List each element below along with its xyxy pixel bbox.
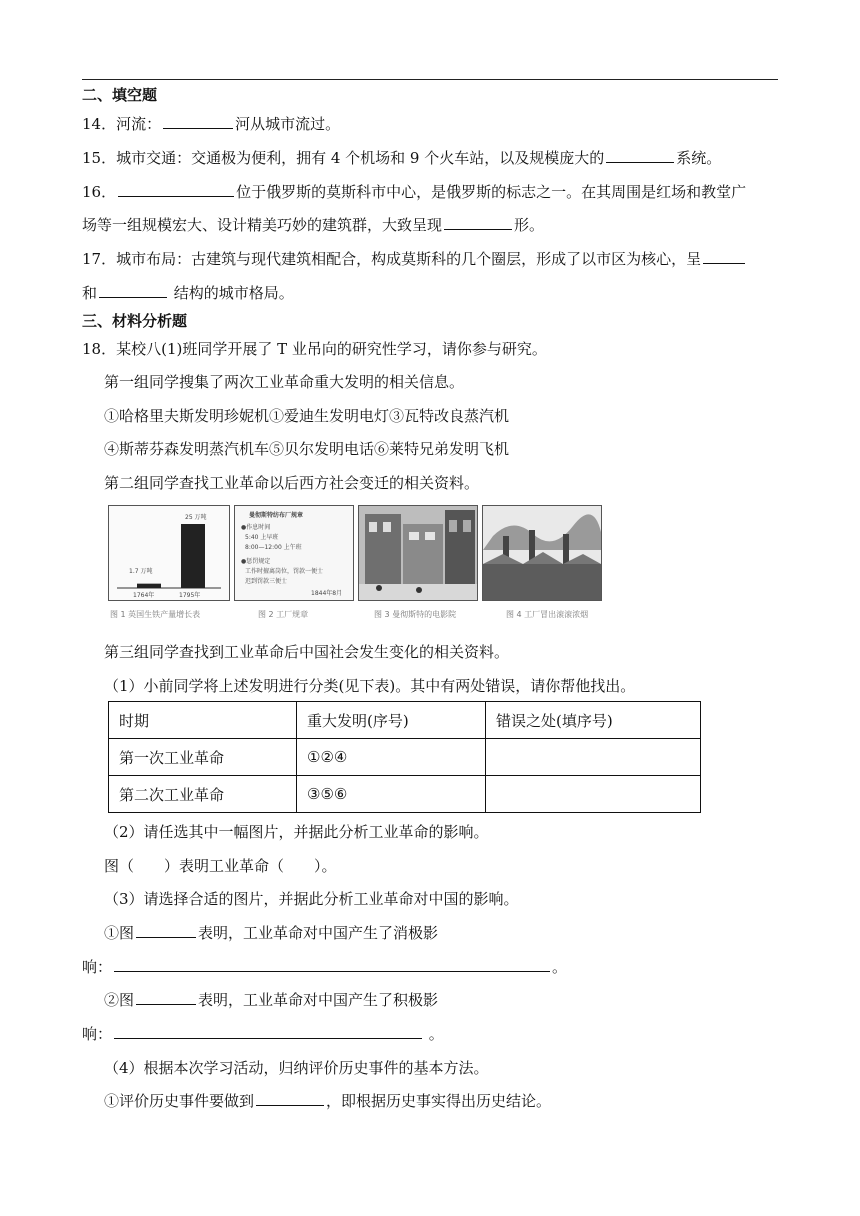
part-3-2-line2 (82, 1023, 444, 1045)
question-15 (82, 147, 721, 169)
p4-1-text-b: ，即根据历史事实得出历史结论。 (326, 1092, 552, 1110)
q14-text-b: 河从城市流过。 (235, 115, 341, 133)
question-17-line2 (82, 282, 294, 304)
rules-line-1: ●作息时间 (241, 524, 271, 531)
figure-3-caption: 图 3 曼彻斯特的电影院 (374, 610, 457, 619)
rules-line-3: 8:00—12:00 上午班 (245, 544, 302, 551)
question-17-line1 (82, 248, 747, 270)
question-16-line2 (82, 214, 544, 236)
p3-1-text-d: 。 (552, 958, 568, 976)
rules-date: 1844年8月 (311, 590, 343, 597)
part-2-text: （2）请任选其中一幅图片，并据此分析工业革命的影响。 (104, 823, 489, 841)
group3-text: 第三组同学查找到工业革命后中国社会发生变化的相关资料。 (104, 643, 510, 661)
p3-2-answer-blank[interactable] (114, 1024, 422, 1039)
group1-text: 第一组同学搜集了两次工业革命重大发明的相关信息。 (104, 373, 465, 391)
header-errors: 错误之处(填序号) (486, 702, 701, 739)
bar-1764 (137, 584, 161, 588)
figure-3-cinema-photo (358, 505, 478, 601)
section-heading-material: 三、材料分析题 (82, 312, 188, 330)
table-header-row (109, 702, 701, 739)
bar1-year: 1764年 (133, 592, 155, 599)
header-period: 时期 (109, 702, 297, 739)
rules-line-5: 工作时擅离岗位，罚款一便士 (245, 568, 324, 575)
figure-4-factory-smoke (482, 505, 602, 601)
row1-inventions: ①②④ (297, 739, 486, 776)
p3-2-figure-blank[interactable] (136, 990, 196, 1005)
row2-errors-input[interactable] (486, 776, 701, 813)
q17-text-a: 17．城市布局：古建筑与现代建筑相配合，构成莫斯科的几个圈层，形成了以市区为核心，呈 (82, 250, 702, 268)
q15-blank[interactable] (606, 148, 674, 163)
rules-title: 曼彻斯特纺布厂规章 (249, 512, 304, 519)
figure-4-caption: 图 4 工厂冒出滚滚浓烟 (506, 610, 589, 619)
q16-text-b: 位于俄罗斯的莫斯科市中心，是俄罗斯的标志之一。在其周围是红场和教堂广 (236, 183, 747, 201)
p4-1-blank[interactable] (256, 1091, 324, 1106)
bar2-value-label: 25 万吨 (185, 514, 207, 521)
table-row (109, 776, 701, 813)
part-3-1-line1 (104, 922, 438, 944)
q17-text-b: 和 (82, 284, 98, 302)
bar-1795 (181, 524, 205, 588)
part-1-text: （1）小前同学将上述发明进行分类(见下表)。其中有两处错误，请你帮他找出。 (104, 677, 636, 695)
p3-2-text-b: 表明，工业革命对中国产生了积极影 (198, 991, 439, 1009)
q16-text-d: 形。 (514, 216, 545, 234)
q15-text-b: 系统。 (676, 149, 722, 167)
row2-inventions: ③⑤⑥ (297, 776, 486, 813)
q16-blank-1[interactable] (118, 182, 234, 197)
part-4-text: （4）根据本次学习活动，归纳评价历史事件的基本方法。 (104, 1059, 489, 1077)
row1-period: 第一次工业革命 (109, 739, 297, 776)
p3-1-text-b: 表明，工业革命对中国产生了消极影 (198, 924, 439, 942)
section-heading-fill-blank: 二、填空题 (82, 86, 158, 104)
rules-line-4: ●惩罚规定 (241, 558, 271, 565)
figure-1-iron-output (108, 505, 230, 601)
figure-2-factory-rules (234, 505, 354, 601)
p3-1-text-a: ①图 (104, 924, 135, 942)
q17-blank-2[interactable] (99, 283, 167, 298)
invention-classification-table (108, 701, 701, 813)
p3-2-text-c: 响： (82, 1025, 113, 1043)
bar1-value-label: 1.7 万吨 (129, 568, 153, 575)
figure-strip (106, 505, 602, 627)
rules-line-6: 迟到罚款三便士 (245, 578, 288, 585)
p3-1-figure-blank[interactable] (136, 923, 196, 938)
question-18-intro: 18．某校八(1)班同学开展了 T 业吊向的研究性学习，请你参与研究。 (82, 340, 547, 358)
table-row (109, 739, 701, 776)
p3-2-text-a: ②图 (104, 991, 135, 1009)
question-14 (82, 113, 340, 135)
inventions-line-1: ①哈格里夫斯发明珍妮机①爱迪生发明电灯③瓦特改良蒸汽机 (104, 407, 510, 425)
rules-line-2: 5:40 上早班 (245, 534, 279, 541)
part-4-1-line (104, 1090, 551, 1112)
part-2-answer-line[interactable]: 图（ ）表明工业革命（ ）。 (104, 857, 337, 875)
cinema-street-image (359, 506, 477, 600)
header-inventions: 重大发明(序号) (297, 702, 486, 739)
p3-2-text-d: 。 (424, 1025, 444, 1043)
q14-blank[interactable] (163, 114, 233, 129)
factory-smoke-image (483, 506, 601, 600)
row2-period: 第二次工业革命 (109, 776, 297, 813)
group2-text: 第二组同学查找工业革命以后西方社会变迁的相关资料。 (104, 474, 480, 492)
part-3-1-line2 (82, 956, 567, 978)
part-3-2-line1 (104, 989, 438, 1011)
figure-2-caption: 图 2 工厂规章 (258, 610, 309, 619)
q16-text-c: 场等一组规模宏大、设计精美巧妙的建筑群，大致呈现 (82, 216, 443, 234)
part-3-text: （3）请选择合适的图片，并据此分析工业革命对中国的影响。 (104, 890, 519, 908)
question-16-line1 (82, 181, 746, 203)
q17-text-c: 结构的城市格局。 (169, 284, 294, 302)
q15-text-a: 15．城市交通：交通极为便利，拥有 4 个机场和 9 个火车站，以及规模庞大的 (82, 149, 605, 167)
row1-errors-input[interactable] (486, 739, 701, 776)
p4-1-text-a: ①评价历史事件要做到 (104, 1092, 255, 1110)
p3-1-text-c: 响： (82, 958, 113, 976)
iron-output-bars (109, 506, 229, 600)
q16-blank-2[interactable] (444, 215, 512, 230)
bar2-year: 1795年 (179, 592, 201, 599)
p3-1-answer-blank[interactable] (114, 957, 550, 972)
q14-text-a: 14．河流： (82, 115, 162, 133)
inventions-line-2: ④斯蒂芬森发明蒸汽机车⑤贝尔发明电话⑥莱特兄弟发明飞机 (104, 440, 510, 458)
figure-1-caption: 图 1 英国生铁产量增长表 (110, 610, 201, 619)
header-rule (82, 79, 778, 80)
q16-text-a: 16． (82, 183, 117, 201)
q17-blank-1[interactable] (703, 249, 745, 264)
